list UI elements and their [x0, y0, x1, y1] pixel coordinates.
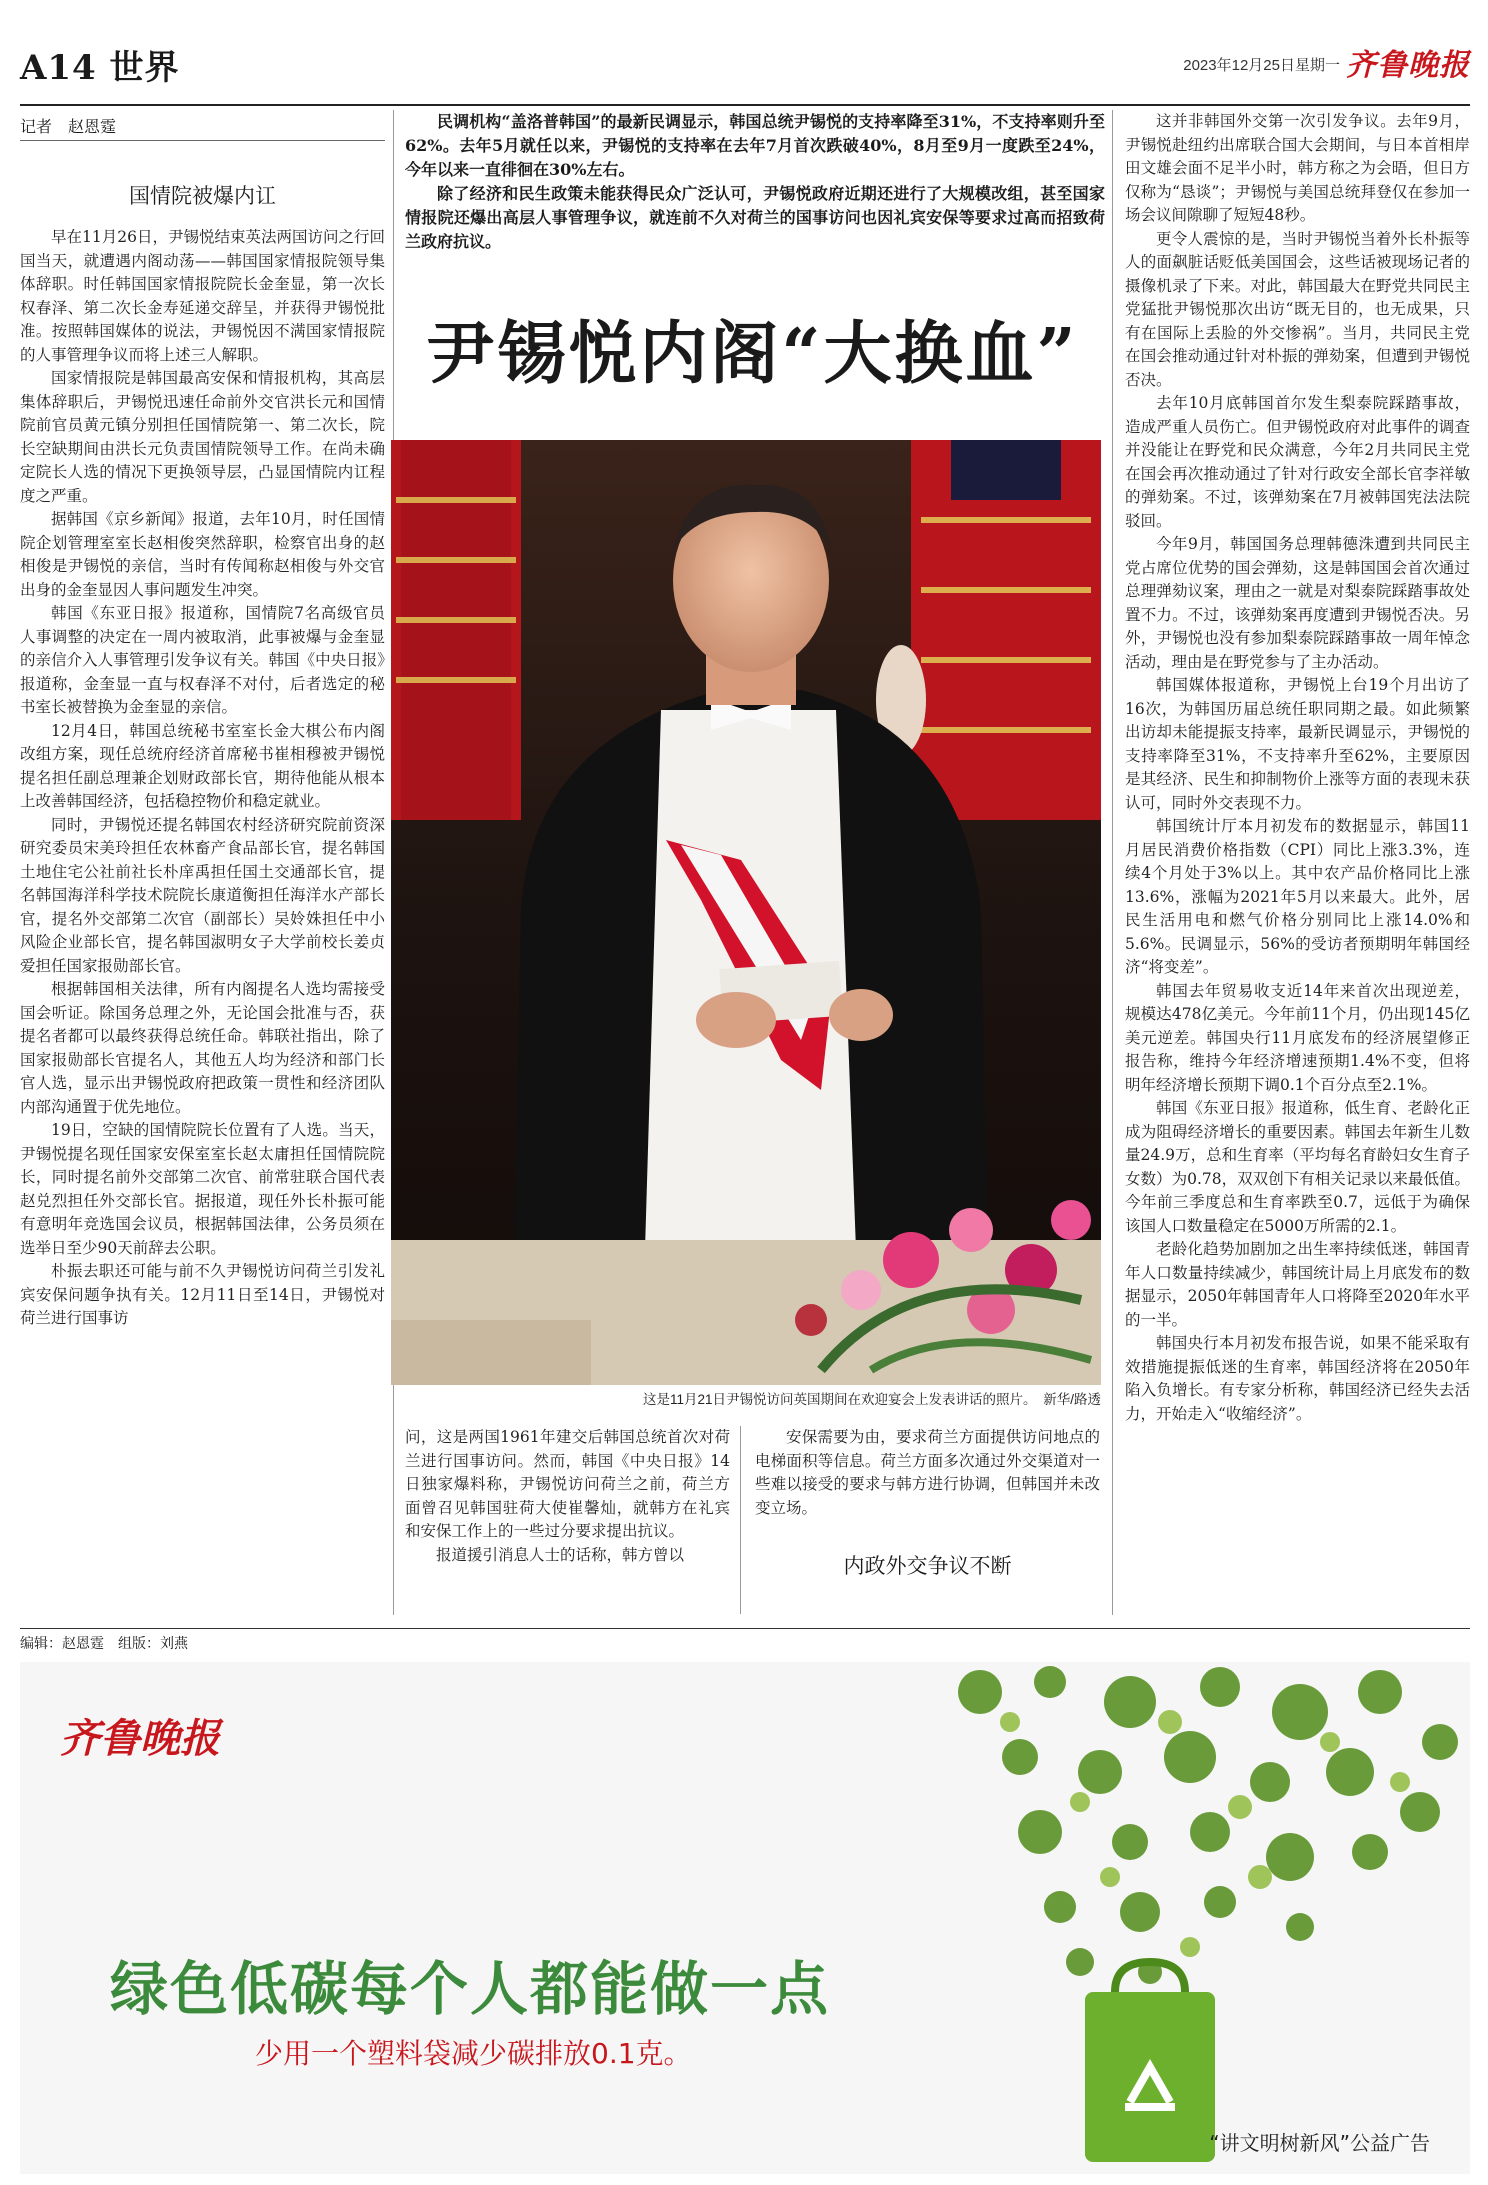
byline: 记者 赵恩霆	[20, 119, 117, 136]
public-service-ad	[20, 1662, 1470, 2174]
header-rule	[20, 104, 1470, 106]
page-number: A14 世界	[20, 48, 180, 88]
article-paragraph: 韩国去年贸易收支近14年来首次出现逆差，规模达478亿美元。今年前11个月，仍出现145亿美元逆差。韩国央行11月底发布的经济展望修正报告称，维持今年经济增速预期1.4%不变，但将明年经济增长预期下调0.1个百分点至2.1%。	[1125, 981, 1470, 1094]
article-paragraph: 韩国统计厅本月初发布的数据显示，韩国11月居民消费价格指数（CPI）同比上涨3.3%，连续4个月处于3%以上。其中农产品价格同比上涨13.6%，涨幅为2021年5月以来最大。此外，居民生活用电和燃气价格分别同比上涨14.0%和5.6%。民调显示，56%的受访者预期明年韩国经济“将变差”。	[1125, 817, 1470, 976]
article-paragraph: 朴振去职还可能与前不久尹锡悦访问荷兰引发礼宾安保问题争执有关。12月11日至14日，尹锡悦对荷兰进行国事访	[20, 1262, 385, 1327]
column-divider	[1112, 110, 1113, 1615]
article-column-1	[20, 226, 385, 1331]
article-paragraph: 今年9月，韩国国务总理韩德洙遭到共同民主党占席位优势的国会弹劾，这是韩国国会首次通过总理弹劾议案，理由之一就是对梨泰院踩踏事故处置不力。不过，该弹劾案再度遭到尹锡悦否决。另外，尹锡悦也没有参加梨泰院踩踏事故一周年悼念活动，理由是在野党参与了主办活动。	[1125, 535, 1470, 671]
article-paragraph: 报道援引消息人士的话称，韩方曾以	[436, 1545, 685, 1564]
issue-weekday: 星期一	[1294, 57, 1340, 74]
article-paragraph: 12月4日，韩国总统秘书室室长金大棋公布内阁改组方案，现任总统府经济首席秘书崔相穆被尹锡悦提名担任副总理兼企划财政部长官，期待他能从根本上改善韩国经济，包括稳控物价和稳定就业。	[20, 721, 385, 810]
article-column-3	[755, 1426, 1100, 1520]
issue-date: 2023年12月25日	[1183, 57, 1295, 74]
byline-rule	[20, 140, 385, 141]
article-paragraph: 韩国央行本月初发布报告说，如果不能采取有效措施提振低迷的生育率，韩国经济将在2050年陷入负增长。有专家分析称，韩国经济已经失去活力，开始走入“收缩经济”。	[1125, 1334, 1470, 1423]
article-column-2	[405, 1426, 730, 1567]
article-paragraph: 更令人震惊的是，当时尹锡悦当着外长朴振等人的面飙脏话贬低美国国会，这些话被现场记者的摄像机录了下来。对此，韩国最大在野党共同民主党猛批尹锡悦那次出访“既无目的，也无成果，只有在国际上丢脸的外交惨祸”。当月，共同民主党在国会推动通过针对朴振的弹劾案，但遭到尹锡悦否决。	[1125, 229, 1470, 389]
news-photo	[391, 440, 1101, 1385]
column-divider	[740, 1426, 741, 1614]
editor-credits: 编辑：赵恩霆 组版：刘燕	[20, 1635, 188, 1651]
article-paragraph: 民调机构“盖洛普韩国”的最新民调显示，韩国总统尹锡悦的支持率降至31%，不支持率则升至62%。去年5月就任以来，尹锡悦的支持率在去年7月首次跌破40%，8月至9月一度跌至24%，今年以来一直徘徊在30%左右。	[405, 112, 1105, 179]
article-paragraph: 问，这是两国1961年建交后韩国总统首次对荷兰进行国事访问。然而，韩国《中央日报》14日独家爆料称，尹锡悦访问荷兰之前，荷兰方面曾召见韩国驻荷大使崔馨灿，就韩方在礼宾和安保工作上的一些过分要求提出抗议。	[405, 1428, 730, 1540]
ad-tagline: “讲文明树新风”公益广告	[1209, 2131, 1430, 2155]
headline: 尹锡悦内阁“大换血”	[426, 314, 1079, 394]
article-paragraph: 同时，尹锡悦还提名韩国农村经济研究院前资深研究委员宋美玲担任农林畜产食品部长官，提名韩国土地住宅公社前社长朴庠禹担任国土交通部长官，提名韩国海洋科学技术院院长康道衡担任海洋水产部长官，提名外交部第二次官（副部长）吴姈姝担任中小风险企业部长官，提名韩国淑明女子大学前校长姜贞爱担任国家报勋部长官。	[20, 815, 385, 975]
photo-illustration	[391, 440, 1101, 1385]
photo-caption: 这是11月21日尹锡悦访问英国期间在欢迎宴会上发表讲话的照片。 新华/路透	[642, 1392, 1101, 1407]
green-icons-art	[900, 1662, 1470, 2174]
article-paragraph: 韩国《东亚日报》报道称，低生育、老龄化正成为阻碍经济增长的重要因素。韩国去年新生儿数量24.9万，总和生育率（平均每名育龄妇女生育子女数）为0.78，双双创下有相关记录以来最低值。今年前三季度总和生育率跌至0.7，远低于为确保该国人口数量稳定在5000万所需的2.1。	[1125, 1099, 1470, 1235]
article-paragraph: 据韩国《京乡新闻》报道，去年10月，时任国情院企划管理室室长赵相俊突然辞职，检察官出身的赵相俊是尹锡悦的亲信，当时有传闻称赵相俊与外交官出身的金奎显因人事问题发生冲突。	[20, 510, 385, 599]
article-intro	[405, 110, 1105, 254]
article-paragraph: 国家情报院是韩国最高安保和情报机构，其高层集体辞职后，尹锡悦迅速任命前外交官洪长元和国情院前官员黄元镇分别担任国情院第一、第二次长，院长空缺期间由洪长元负责国情院领导工作。在尚未确定院长人选的情况下更换领导层，凸显国情院内讧程度之严重。	[20, 369, 385, 505]
subhead-diplomacy: 内政外交争议不断	[843, 1554, 1012, 1578]
article-paragraph: 老龄化趋势加剧加之出生率持续低迷，韩国青年人口数量持续减少，韩国统计局上月底发布的数据显示，2050年韩国青年人口将降至2020年水平的一半。	[1125, 1240, 1470, 1329]
article-column-4	[1125, 110, 1470, 1426]
article-paragraph: 早在11月26日，尹锡悦结束英法两国访问之行回国当天，就遭遇内阁动荡——韩国国家情报院领导集体辞职。时任韩国国家情报院院长金奎显，第一次长权春泽、第二次长金寿延递交辞呈，并获得尹锡悦批准。按照韩国媒体的说法，尹锡悦因不满国家情报院的人事管理争议而将上述三人解职。	[20, 228, 385, 364]
page-header	[20, 40, 1470, 96]
article-paragraph: 安保需要为由，要求荷兰方面提供访问地点的电梯面积等信息。荷兰方面多次通过外交渠道对一些难以接受的要求与韩方进行协调，但韩国并未改变立场。	[755, 1428, 1100, 1517]
masthead-logo: 齐鲁晚报	[1346, 48, 1470, 83]
article-paragraph: 韩国媒体报道称，尹锡悦上台19个月出访了16次，为韩国历届总统任职同期之最。如此频繁出访却未能提振支持率，最新民调显示，尹锡悦的支持率降至31%，不支持率升至62%，主要原因是其经济、民生和抑制物价上涨等方面的表现未获认可，同时外交表现不力。	[1125, 676, 1470, 812]
ad-headline: 绿色低碳每个人都能做一点	[110, 1955, 831, 2023]
ad-logo: 齐鲁晚报	[60, 1715, 220, 1762]
article-paragraph: 19日，空缺的国情院院长位置有了人选。当天，尹锡悦提名现任国家安保室室长赵太庸担任国情院院长，同时提名前外交部第二次官、前常驻联合国代表赵兑烈担任外交部长官。据报道，现任外长朴振可能有意明年竞选国会议员，根据韩国法律，公务员须在选举日至少90天前辞去公职。	[20, 1121, 385, 1257]
footer-rule	[20, 1628, 1470, 1629]
article-paragraph: 这并非韩国外交第一次引发争议。去年9月，尹锡悦赴纽约出席联合国大会期间，与日本首相岸田文雄会面不足半小时，韩方称之为会晤，但日方仅称为“恳谈”；尹锡悦与美国总统拜登仅在参加一场会议间隙聊了短短48秒。	[1125, 112, 1470, 224]
article-paragraph: 除了经济和民生政策未能获得民众广泛认可，尹锡悦政府近期还进行了大规模改组，甚至国家情报院还爆出高层人事管理争议，就连前不久对荷兰的国事访问也因礼宾安保等要求过高而招致荷兰政府抗议。	[405, 184, 1105, 251]
ad-subline: 少用一个塑料袋减少碳排放0.1克。	[255, 2037, 692, 2070]
article-paragraph: 根据韩国相关法律，所有内阁提名人选均需接受国会听证。除国务总理之外，无论国会批准与否，获提名者都可以最终获得总统任命。韩联社指出，除了国家报勋部长官提名人，其他五人均为经济和部门长官人选，显示出尹锡悦政府把政策一贯性和经济团队内部沟通置于优先地位。	[20, 980, 385, 1116]
subhead-intel: 国情院被爆内讧	[129, 184, 276, 208]
article-paragraph: 韩国《东亚日报》报道称，国情院7名高级官员人事调整的决定在一周内被取消，此事被爆与金奎显的亲信介入人事管理引发争议有关。韩国《中央日报》报道称，金奎显一直与权春泽不对付，后者选定的秘书室长被替换为金奎显的亲信。	[20, 604, 385, 716]
article-paragraph: 去年10月底韩国首尔发生梨泰院踩踏事故，造成严重人员伤亡。但尹锡悦政府对此事件的调查并没能让在野党和民众满意，今年2月共同民主党在国会再次推动通过了针对行政安全部长官李祥敏的弹劾案。不过，该弹劾案在7月被韩国宪法法院驳回。	[1125, 394, 1470, 530]
